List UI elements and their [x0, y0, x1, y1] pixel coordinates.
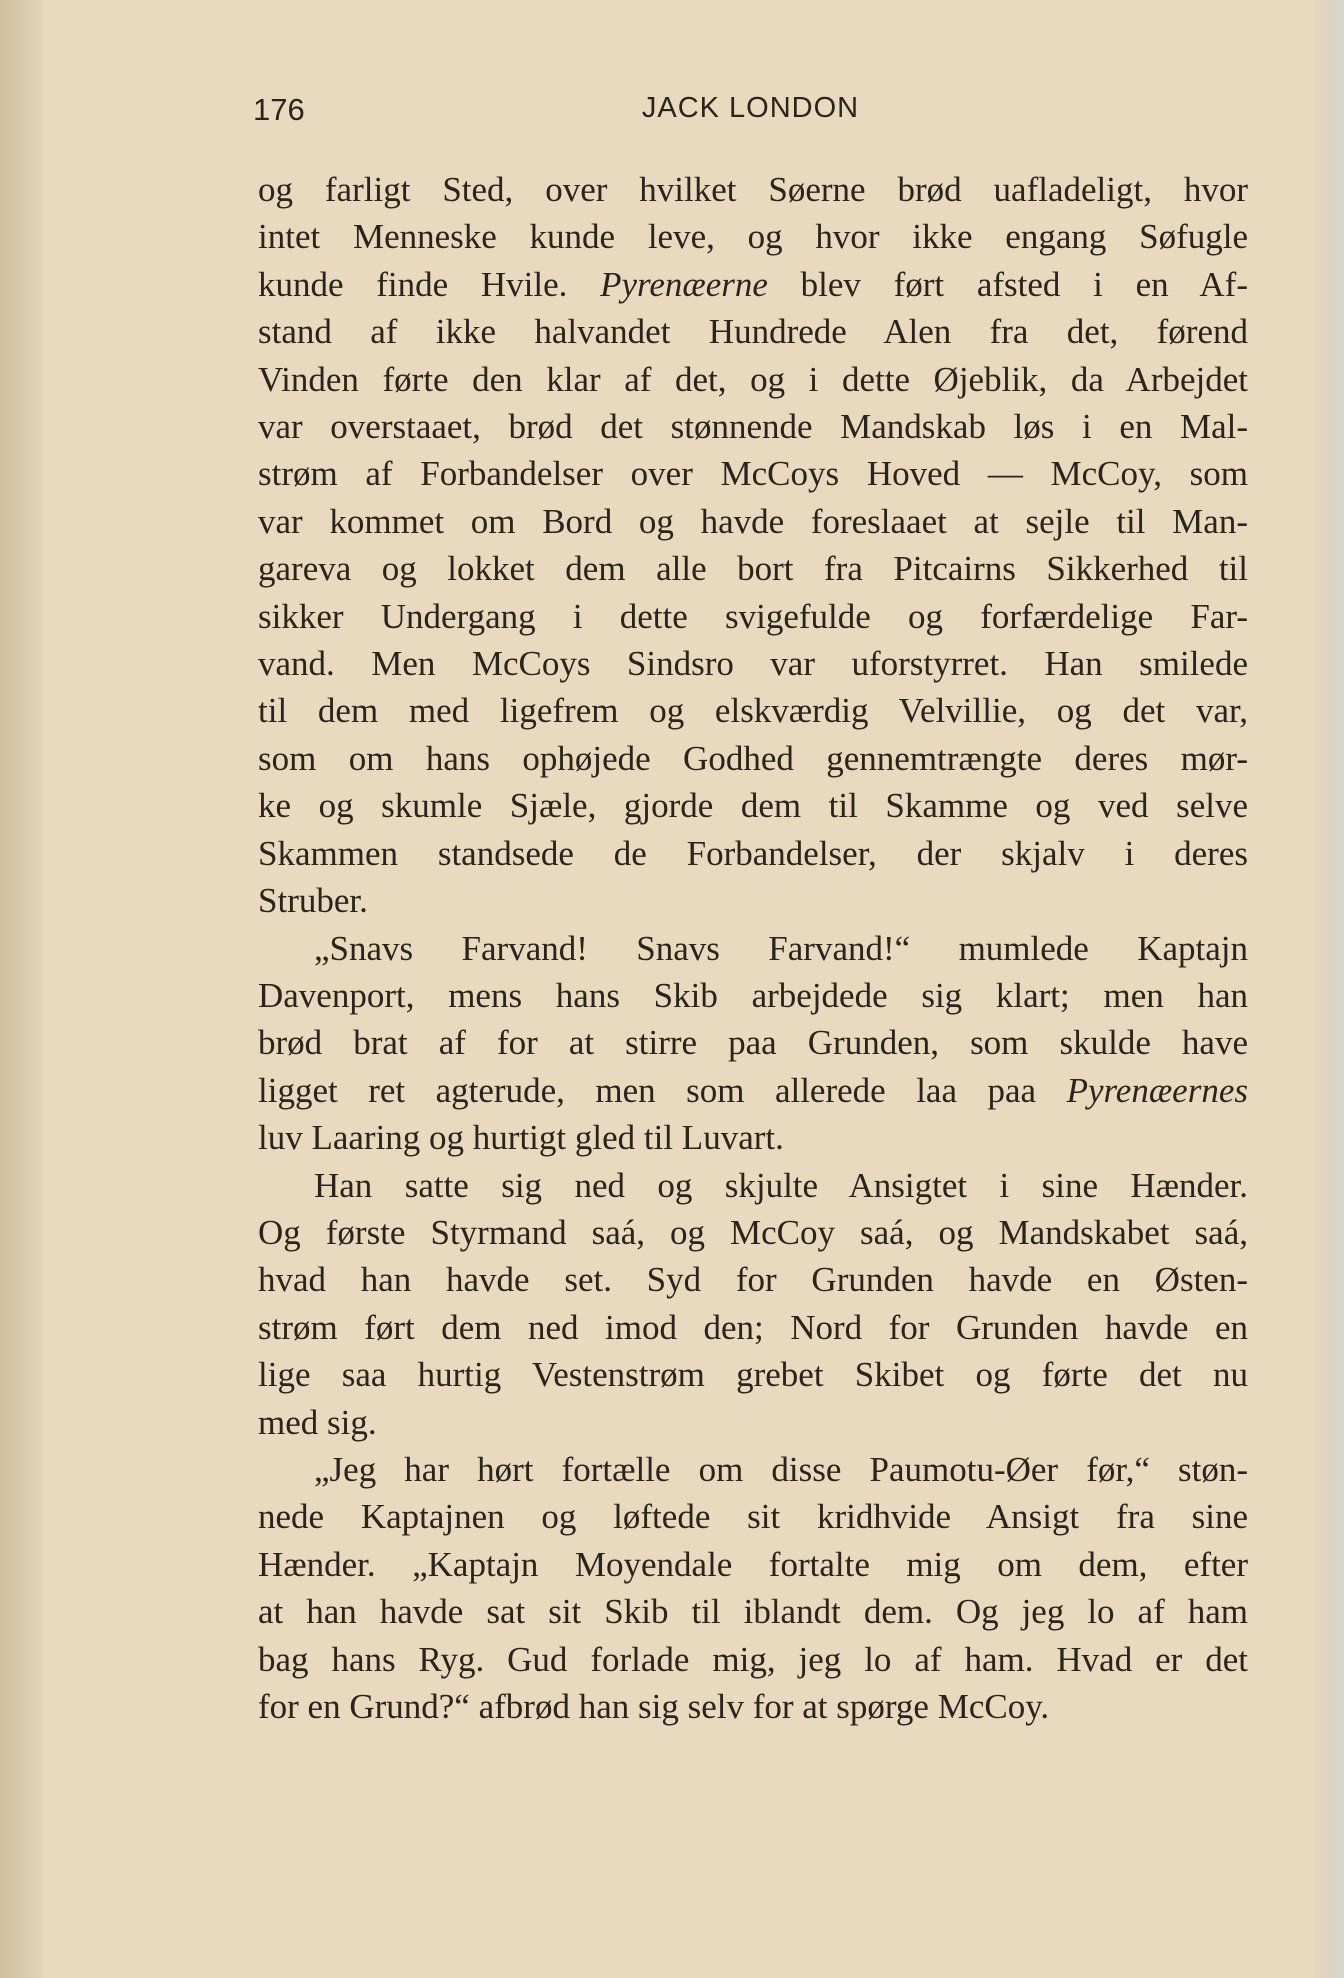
text-line: strøm af Forbandelser over McCoys Hoved — McCoy, som — [258, 454, 1248, 494]
text-line: lige saa hurtig Vestenstrøm grebet Skibet og førte det nu — [258, 1355, 1248, 1395]
paragraph-4 — [258, 1446, 1248, 1730]
text-line: var kommet om Bord og havde foreslaaet at sejle til Man- — [258, 501, 1248, 541]
text-line: strøm ført dem ned imod den; Nord for Grunden havde en — [258, 1307, 1248, 1347]
text-line: „Jeg har hørt fortælle om disse Paumotu-Øer før,“ støn- — [314, 1449, 1248, 1489]
page-number: 176 — [253, 92, 305, 127]
text-line: med sig. — [258, 1402, 377, 1442]
text-line: Og første Styrmand saá, og McCoy saá, og Mandskabet saá, — [258, 1212, 1248, 1252]
text-line: „Snavs Farvand! Snavs Farvand!“ mumlede Kaptajn — [314, 928, 1248, 968]
text-line: som om hans ophøjede Godhed gennemtrængte deres mør- — [258, 738, 1248, 778]
text-line: hvad han havde set. Syd for Grunden havde en Østen- — [258, 1260, 1248, 1300]
running-head — [253, 92, 1248, 136]
text-line: Vinden førte den klar af det, og i dette Øjeblik, da Arbejdet — [258, 359, 1248, 399]
text-line: stand af ikke halvandet Hundrede Alen fra det, førend — [258, 312, 1248, 352]
text-line: kunde finde Hvile. Pyrenæerne blev ført afsted i en Af- — [258, 264, 1248, 304]
text-line: intet Menneske kunde leve, og hvor ikke engang Søfugle — [258, 217, 1248, 257]
text-line: Han satte sig ned og skjulte Ansigtet i sine Hænder. — [314, 1165, 1248, 1205]
text-line: Davenport, mens hans Skib arbejdede sig klart; men han — [258, 975, 1248, 1015]
page-edge-left — [0, 0, 42, 1978]
text-line: Struber. — [258, 881, 368, 921]
text-line: luv Laaring og hurtigt gled til Luvart. — [258, 1118, 784, 1158]
text-line: for en Grund?“ afbrød han sig selv for at spørge McCoy. — [258, 1687, 1050, 1726]
text-line: Skammen standsede de Forbandelser, der skjalv i deres — [258, 833, 1248, 873]
ship-name-italic: Pyrenæernes — [1066, 1070, 1248, 1110]
text-line: ligget ret agterude, men som allerede laa paa Pyrenæernes — [258, 1070, 1248, 1110]
text-line: Hænder. „Kaptajn Moyendale fortalte mig om dem, efter — [258, 1544, 1248, 1584]
body-text — [258, 166, 1248, 1730]
paragraph-3 — [258, 1162, 1248, 1446]
page-edge-right — [1314, 0, 1344, 1978]
text-line: ke og skumle Sjæle, gjorde dem til Skamme og ved selve — [258, 786, 1248, 826]
text-line: bag hans Ryg. Gud forlade mig, jeg lo af ham. Hvad er det — [258, 1639, 1248, 1679]
running-title: JACK LONDON — [641, 92, 860, 124]
text-line: sikker Undergang i dette svigefulde og forfærdelige Far- — [258, 596, 1248, 636]
text-line: var overstaaet, brød det stønnende Mandskab løs i en Mal- — [258, 407, 1248, 447]
text-line: til dem med ligefrem og elskværdig Velvillie, og det var, — [258, 691, 1248, 731]
paragraph-1 — [258, 166, 1248, 925]
text-line: at han havde sat sit Skib til iblandt dem. Og jeg lo af ham — [258, 1592, 1248, 1632]
text-line: nede Kaptajnen og løftede sit kridhvide Ansigt fra sine — [258, 1497, 1248, 1537]
text-line: og farligt Sted, over hvilket Søerne brød uafladeligt, hvor — [258, 170, 1248, 209]
text-line: vand. Men McCoys Sindsro var uforstyrret. Han smilede — [258, 644, 1248, 684]
text-line: brød brat af for at stirre paa Grunden, som skulde have — [258, 1023, 1248, 1063]
text-line: gareva og lokket dem alle bort fra Pitcairns Sikkerhed til — [258, 549, 1248, 589]
paragraph-2 — [258, 925, 1248, 1162]
ship-name-italic: Pyrenæerne — [600, 264, 768, 304]
